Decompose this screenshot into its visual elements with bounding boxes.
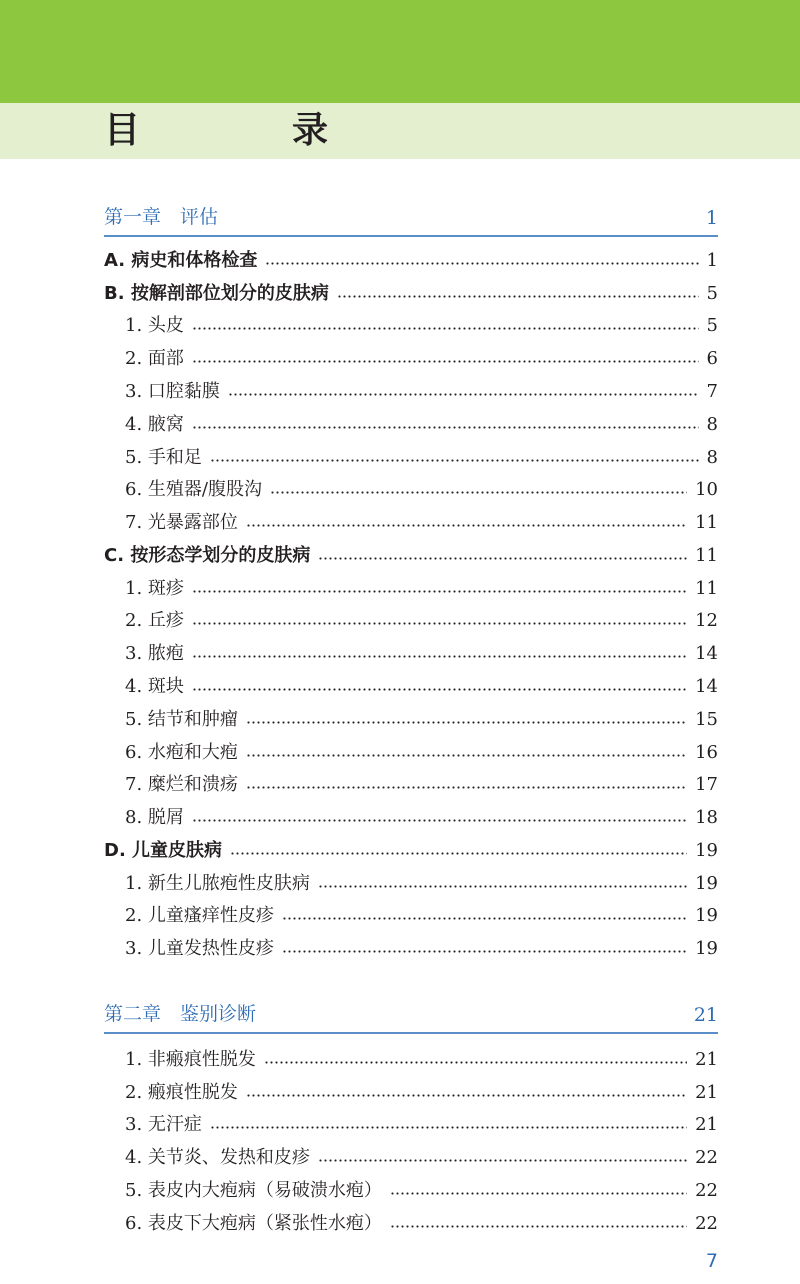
toc-page: 19 bbox=[695, 840, 718, 861]
toc-page: 14 bbox=[695, 643, 718, 664]
toc-page: 19 bbox=[695, 938, 718, 959]
toc-page: 11 bbox=[695, 512, 718, 533]
header-green-band bbox=[0, 0, 800, 103]
dot-leader bbox=[318, 885, 687, 888]
toc-label: 3. 儿童发热性皮疹 bbox=[125, 938, 274, 959]
toc-page: 22 bbox=[695, 1213, 718, 1234]
toc-page: 16 bbox=[695, 742, 718, 763]
toc-page: 21 bbox=[695, 1049, 718, 1070]
toc-entry[interactable] bbox=[125, 671, 718, 703]
toc-page: 11 bbox=[695, 545, 718, 566]
dot-leader bbox=[246, 721, 687, 724]
dot-leader bbox=[246, 1094, 687, 1097]
toc-label: D. 儿童皮肤病 bbox=[104, 840, 223, 861]
toc-label: B. 按解剖部位划分的皮肤病 bbox=[104, 283, 329, 304]
toc-entry[interactable] bbox=[125, 442, 718, 474]
dot-leader bbox=[192, 622, 687, 625]
toc-page: 19 bbox=[695, 873, 718, 894]
toc-label: 2. 儿童瘙痒性皮疹 bbox=[125, 905, 274, 926]
dot-leader bbox=[264, 1061, 687, 1064]
dot-leader bbox=[390, 1225, 687, 1228]
dot-leader bbox=[192, 327, 699, 330]
toc-page: 6 bbox=[706, 348, 718, 369]
page-number: 7 bbox=[705, 1250, 718, 1272]
chapter-heading-1 bbox=[104, 203, 718, 237]
toc-page: 22 bbox=[695, 1147, 718, 1168]
toc-page: 7 bbox=[706, 381, 718, 402]
dot-leader bbox=[246, 524, 687, 527]
toc-label: 1. 斑疹 bbox=[125, 578, 184, 599]
toc-entry[interactable] bbox=[104, 245, 718, 277]
toc-entry[interactable] bbox=[104, 540, 718, 572]
toc-page: 21 bbox=[695, 1082, 718, 1103]
toc-entry[interactable] bbox=[125, 1142, 718, 1174]
page-title: 目 录 bbox=[104, 110, 387, 151]
toc-label: C. 按形态学划分的皮肤病 bbox=[104, 545, 311, 566]
dot-leader bbox=[192, 590, 687, 593]
toc-entry[interactable] bbox=[125, 605, 718, 637]
toc-label: 8. 脱屑 bbox=[125, 807, 184, 828]
toc-label: 7. 光暴露部位 bbox=[125, 512, 238, 533]
toc-entry[interactable] bbox=[125, 310, 718, 342]
toc-page: 21 bbox=[695, 1114, 718, 1135]
toc-label: A. 病史和体格检查 bbox=[104, 250, 258, 271]
toc-entry[interactable] bbox=[125, 1044, 718, 1076]
toc-label: 6. 表皮下大疱病（紧张性水疱） bbox=[125, 1213, 382, 1234]
toc-page: 19 bbox=[695, 905, 718, 926]
toc-page: 5 bbox=[706, 315, 718, 336]
toc-entry[interactable] bbox=[125, 868, 718, 900]
chapter-page: 21 bbox=[693, 1004, 718, 1026]
toc-entry[interactable] bbox=[125, 802, 718, 834]
toc-page: 14 bbox=[695, 676, 718, 697]
dot-leader bbox=[282, 917, 687, 920]
toc-entry[interactable] bbox=[125, 704, 718, 736]
toc-entry[interactable] bbox=[125, 507, 718, 539]
dot-leader bbox=[230, 852, 687, 855]
dot-leader bbox=[192, 426, 699, 429]
toc-entry[interactable] bbox=[125, 1077, 718, 1109]
toc-entry[interactable] bbox=[125, 573, 718, 605]
toc-entry[interactable] bbox=[125, 1109, 718, 1141]
toc-page: 5 bbox=[706, 283, 718, 304]
dot-leader bbox=[210, 459, 699, 462]
toc-entry[interactable] bbox=[125, 409, 718, 441]
dot-leader bbox=[192, 655, 687, 658]
toc-page: 11 bbox=[695, 578, 718, 599]
chapter-heading-2 bbox=[104, 1000, 718, 1034]
dot-leader bbox=[192, 819, 687, 822]
toc-entry[interactable] bbox=[125, 343, 718, 375]
toc-label: 4. 关节炎、发热和皮疹 bbox=[125, 1147, 310, 1168]
toc-entry[interactable] bbox=[125, 900, 718, 932]
toc-label: 3. 口腔黏膜 bbox=[125, 381, 220, 402]
dot-leader bbox=[265, 262, 698, 265]
toc-page: 1 bbox=[706, 250, 718, 271]
toc-entry[interactable] bbox=[104, 835, 718, 867]
toc-entry[interactable] bbox=[125, 737, 718, 769]
toc-entry[interactable] bbox=[125, 638, 718, 670]
toc-label: 4. 腋窝 bbox=[125, 414, 184, 435]
dot-leader bbox=[192, 360, 699, 363]
toc-entry[interactable] bbox=[125, 1208, 718, 1240]
dot-leader bbox=[228, 393, 699, 396]
toc-label: 3. 脓疱 bbox=[125, 643, 184, 664]
toc-label: 5. 结节和肿瘤 bbox=[125, 709, 238, 730]
toc-label: 1. 新生儿脓疱性皮肤病 bbox=[125, 873, 310, 894]
dot-leader bbox=[390, 1192, 687, 1195]
toc-page: 15 bbox=[695, 709, 718, 730]
dot-leader bbox=[192, 688, 687, 691]
dot-leader bbox=[246, 786, 687, 789]
toc-page: 17 bbox=[695, 774, 718, 795]
toc-label: 2. 面部 bbox=[125, 348, 184, 369]
toc-page: 8 bbox=[706, 414, 718, 435]
toc-label: 4. 斑块 bbox=[125, 676, 184, 697]
chapter-title: 第一章 评估 bbox=[104, 206, 219, 228]
toc-page: 8 bbox=[706, 447, 718, 468]
toc-label: 6. 生殖器/腹股沟 bbox=[125, 479, 262, 500]
dot-leader bbox=[270, 491, 687, 494]
toc-label: 5. 手和足 bbox=[125, 447, 202, 468]
toc-entry[interactable] bbox=[125, 1175, 718, 1207]
toc-label: 2. 丘疹 bbox=[125, 610, 184, 631]
toc-label: 6. 水疱和大疱 bbox=[125, 742, 238, 763]
toc-page: 22 bbox=[695, 1180, 718, 1201]
toc-entry[interactable] bbox=[125, 474, 718, 506]
dot-leader bbox=[318, 1159, 687, 1162]
dot-leader bbox=[210, 1126, 687, 1129]
toc-page: 12 bbox=[695, 610, 718, 631]
toc-page: 18 bbox=[695, 807, 718, 828]
toc-entry[interactable] bbox=[104, 278, 718, 310]
toc-entry[interactable] bbox=[125, 769, 718, 801]
chapter-page: 1 bbox=[705, 207, 718, 229]
toc-entry[interactable] bbox=[125, 933, 718, 965]
dot-leader bbox=[318, 557, 687, 560]
dot-leader bbox=[282, 950, 687, 953]
chapter-title: 第二章 鉴别诊断 bbox=[104, 1003, 257, 1025]
toc-label: 5. 表皮内大疱病（易破溃水疱） bbox=[125, 1180, 382, 1201]
toc-label: 1. 非瘢痕性脱发 bbox=[125, 1049, 256, 1070]
toc-label: 2. 瘢痕性脱发 bbox=[125, 1082, 238, 1103]
dot-leader bbox=[337, 295, 699, 298]
toc-page: 10 bbox=[695, 479, 718, 500]
toc-label: 7. 糜烂和溃疡 bbox=[125, 774, 238, 795]
dot-leader bbox=[246, 754, 687, 757]
toc-label: 3. 无汗症 bbox=[125, 1114, 202, 1135]
toc-entry[interactable] bbox=[125, 376, 718, 408]
toc-label: 1. 头皮 bbox=[125, 315, 184, 336]
